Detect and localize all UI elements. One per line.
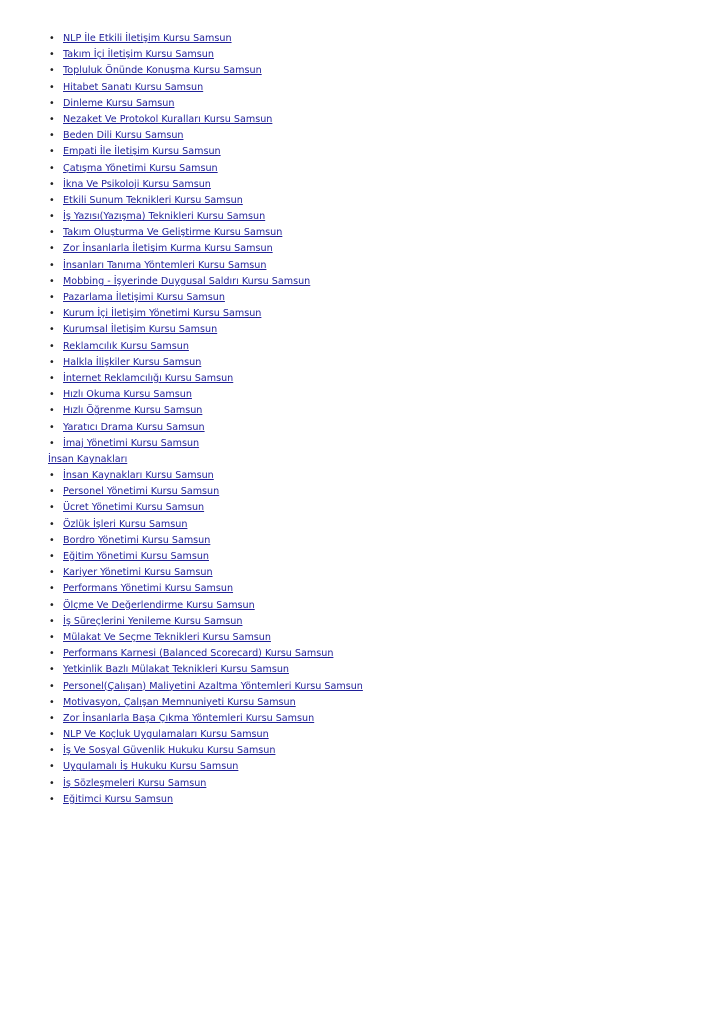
list-item: [48, 759, 708, 775]
course-link[interactable]: Mobbing - İşyerinde Duygusal Saldırı Kursu Samsun: [63, 275, 311, 287]
list-item: [48, 420, 708, 436]
list-item: [48, 322, 708, 338]
course-link[interactable]: Takım Oluşturma Ve Geliştirme Kursu Samsun: [63, 227, 283, 239]
list-item: [48, 792, 708, 808]
bullet-icon: •: [49, 97, 55, 109]
course-link[interactable]: Hızlı Okuma Kursu Samsun: [63, 389, 192, 401]
bullet-icon: •: [49, 356, 55, 368]
section-heading-human-resources: [48, 452, 708, 468]
course-link[interactable]: Eğitimci Kursu Samsun: [63, 793, 174, 805]
bullet-icon: •: [49, 162, 55, 174]
course-link[interactable]: İnternet Reklamcılığı Kursu Samsun: [63, 372, 234, 384]
list-item: [48, 517, 708, 533]
course-link[interactable]: Bordro Yönetimi Kursu Samsun: [63, 534, 211, 546]
section-heading-link[interactable]: İnsan Kaynakları: [48, 453, 128, 465]
course-list-human-resources: [48, 468, 708, 808]
bullet-icon: •: [49, 275, 55, 287]
list-item: [48, 274, 708, 290]
list-item: [48, 598, 708, 614]
bullet-icon: •: [49, 308, 55, 320]
bullet-icon: •: [49, 534, 55, 546]
course-link[interactable]: Hızlı Öğrenme Kursu Samsun: [63, 405, 203, 417]
bullet-icon: •: [49, 680, 55, 692]
list-item: [48, 339, 708, 355]
course-link[interactable]: İş Sözleşmeleri Kursu Samsun: [63, 777, 207, 789]
list-item: [48, 646, 708, 662]
course-link[interactable]: Ölçme Ve Değerlendirme Kursu Samsun: [63, 599, 255, 611]
bullet-icon: •: [49, 599, 55, 611]
list-item: [48, 533, 708, 549]
list-item: [48, 387, 708, 403]
bullet-icon: •: [49, 33, 55, 44]
bullet-icon: •: [49, 664, 55, 676]
course-link[interactable]: NLP Ve Koçluk Uygulamaları Kursu Samsun: [63, 729, 269, 741]
list-item: [48, 662, 708, 678]
bullet-icon: •: [49, 437, 55, 449]
bullet-icon: •: [49, 146, 55, 158]
course-link[interactable]: Pazarlama İletişimi Kursu Samsun: [63, 292, 225, 303]
list-item: [48, 290, 708, 306]
course-link[interactable]: İş Ve Sosyal Güvenlik Hukuku Kursu Samsun: [63, 745, 276, 757]
course-link[interactable]: Zor İnsanlarla İletişim Kurma Kursu Samsun: [63, 243, 273, 255]
course-link[interactable]: Empati İle İletişim Kursu Samsun: [63, 146, 221, 158]
list-item: [48, 549, 708, 565]
list-item: [48, 776, 708, 792]
list-item: [48, 306, 708, 322]
bullet-icon: •: [49, 49, 55, 61]
bullet-icon: •: [49, 113, 55, 125]
course-link[interactable]: Yaratıcı Drama Kursu Samsun: [63, 421, 205, 433]
list-item: [48, 695, 708, 711]
course-link[interactable]: Reklamcılık Kursu Samsun: [63, 340, 189, 352]
list-item: [48, 371, 708, 387]
list-item: [48, 193, 708, 209]
bullet-icon: •: [49, 227, 55, 239]
course-link[interactable]: Ücret Yönetimi Kursu Samsun: [63, 502, 205, 514]
bullet-icon: •: [49, 372, 55, 384]
list-item: [48, 403, 708, 419]
bullet-icon: •: [49, 421, 55, 433]
course-link[interactable]: Uygulamalı İş Hukuku Kursu Samsun: [63, 761, 239, 773]
bullet-icon: •: [49, 615, 55, 627]
list-item: [48, 47, 708, 63]
course-link[interactable]: Dinleme Kursu Samsun: [63, 97, 175, 109]
list-item: [48, 96, 708, 112]
list-item: [48, 743, 708, 759]
bullet-icon: •: [49, 518, 55, 530]
list-item: [48, 112, 708, 128]
bullet-icon: •: [49, 761, 55, 773]
course-link[interactable]: Mülakat Ve Seçme Teknikleri Kursu Samsun: [63, 631, 271, 643]
list-item: [48, 177, 708, 193]
bullet-icon: •: [49, 696, 55, 708]
course-link[interactable]: Nezaket Ve Protokol Kuralları Kursu Samsun: [63, 113, 273, 125]
course-link[interactable]: İnsan Kaynakları Kursu Samsun: [63, 470, 214, 482]
course-link[interactable]: NLP İle Etkili İletişim Kursu Samsun: [63, 33, 232, 44]
list-item: [48, 128, 708, 144]
list-item: [48, 241, 708, 257]
bullet-icon: •: [49, 631, 55, 643]
course-link[interactable]: Beden Dili Kursu Samsun: [63, 130, 184, 142]
list-item: [48, 436, 708, 452]
course-link[interactable]: Hitabet Sanatı Kursu Samsun: [63, 81, 204, 93]
course-link[interactable]: Yetkinlik Bazlı Mülakat Teknikleri Kursu Samsun: [63, 664, 289, 676]
bullet-icon: •: [49, 470, 55, 482]
bullet-icon: •: [49, 340, 55, 352]
list-item: [48, 161, 708, 177]
course-link[interactable]: Personel Yönetimi Kursu Samsun: [63, 486, 220, 498]
list-item: [48, 727, 708, 743]
course-link[interactable]: Halkla İlişkiler Kursu Samsun: [63, 356, 202, 368]
list-item: [48, 63, 708, 79]
course-link[interactable]: İş Yazısı(Yazışma) Teknikleri Kursu Samsun: [63, 211, 266, 223]
course-link[interactable]: Performans Yönetimi Kursu Samsun: [63, 583, 234, 595]
course-link[interactable]: Kurumsal İletişim Kursu Samsun: [63, 324, 218, 336]
bullet-icon: •: [49, 178, 55, 190]
list-item: [48, 468, 708, 484]
bullet-icon: •: [49, 81, 55, 93]
course-link[interactable]: Çatışma Yönetimi Kursu Samsun: [63, 162, 218, 174]
course-link[interactable]: İmaj Yönetimi Kursu Samsun: [63, 437, 200, 449]
list-item: [48, 355, 708, 371]
bullet-icon: •: [49, 712, 55, 724]
course-link[interactable]: Etkili Sunum Teknikleri Kursu Samsun: [63, 194, 243, 206]
bullet-icon: •: [49, 65, 55, 77]
list-item: [48, 711, 708, 727]
list-item: [48, 258, 708, 274]
bullet-icon: •: [49, 243, 55, 255]
course-link[interactable]: Topluluk Önünde Konuşma Kursu Samsun: [63, 65, 262, 77]
list-item: [48, 225, 708, 241]
course-link[interactable]: Kurum İçi İletişim Yönetimi Kursu Samsun: [63, 308, 262, 320]
course-link[interactable]: Eğitim Yönetimi Kursu Samsun: [63, 551, 210, 562]
bullet-icon: •: [49, 567, 55, 579]
list-item: [48, 581, 708, 597]
course-list-communication: [48, 31, 708, 452]
course-link[interactable]: İş Süreçlerini Yenileme Kursu Samsun: [63, 615, 243, 627]
list-item: [48, 565, 708, 581]
bullet-icon: •: [49, 502, 55, 514]
bullet-icon: •: [49, 211, 55, 223]
bullet-icon: •: [49, 194, 55, 206]
course-link[interactable]: İkna Ve Psikoloji Kursu Samsun: [63, 178, 211, 190]
list-item: [48, 484, 708, 500]
course-link[interactable]: İnsanları Tanıma Yöntemleri Kursu Samsun: [63, 259, 267, 271]
course-link[interactable]: Motivasyon, Çalışan Memnuniyeti Kursu Samsun: [63, 696, 296, 708]
document-page: [48, 31, 708, 808]
list-item: [48, 80, 708, 96]
bullet-icon: •: [49, 486, 55, 498]
list-item: [48, 679, 708, 695]
bullet-icon: •: [49, 292, 55, 303]
bullet-icon: •: [49, 389, 55, 401]
bullet-icon: •: [49, 130, 55, 142]
course-link[interactable]: Zor İnsanlarla Başa Çıkma Yöntemleri Kursu Samsun: [63, 712, 315, 724]
list-item: [48, 209, 708, 225]
course-link[interactable]: Takım İçi İletişim Kursu Samsun: [63, 49, 214, 61]
bullet-icon: •: [49, 551, 55, 562]
course-link[interactable]: Performans Karnesi (Balanced Scorecard) Kursu Samsun: [63, 648, 334, 660]
course-link[interactable]: Özlük İşleri Kursu Samsun: [63, 518, 188, 530]
list-item: [48, 630, 708, 646]
list-item: [48, 500, 708, 516]
bullet-icon: •: [49, 793, 55, 805]
bullet-icon: •: [49, 777, 55, 789]
list-item: [48, 144, 708, 160]
bullet-icon: •: [49, 729, 55, 741]
bullet-icon: •: [49, 259, 55, 271]
bullet-icon: •: [49, 583, 55, 595]
course-link[interactable]: Kariyer Yönetimi Kursu Samsun: [63, 567, 213, 579]
bullet-icon: •: [49, 648, 55, 660]
bullet-icon: •: [49, 745, 55, 757]
list-item: [48, 31, 708, 47]
course-link[interactable]: Personel(Çalışan) Maliyetini Azaltma Yöntemleri Kursu Samsun: [63, 680, 363, 692]
bullet-icon: •: [49, 405, 55, 417]
list-item: [48, 614, 708, 630]
bullet-icon: •: [49, 324, 55, 336]
